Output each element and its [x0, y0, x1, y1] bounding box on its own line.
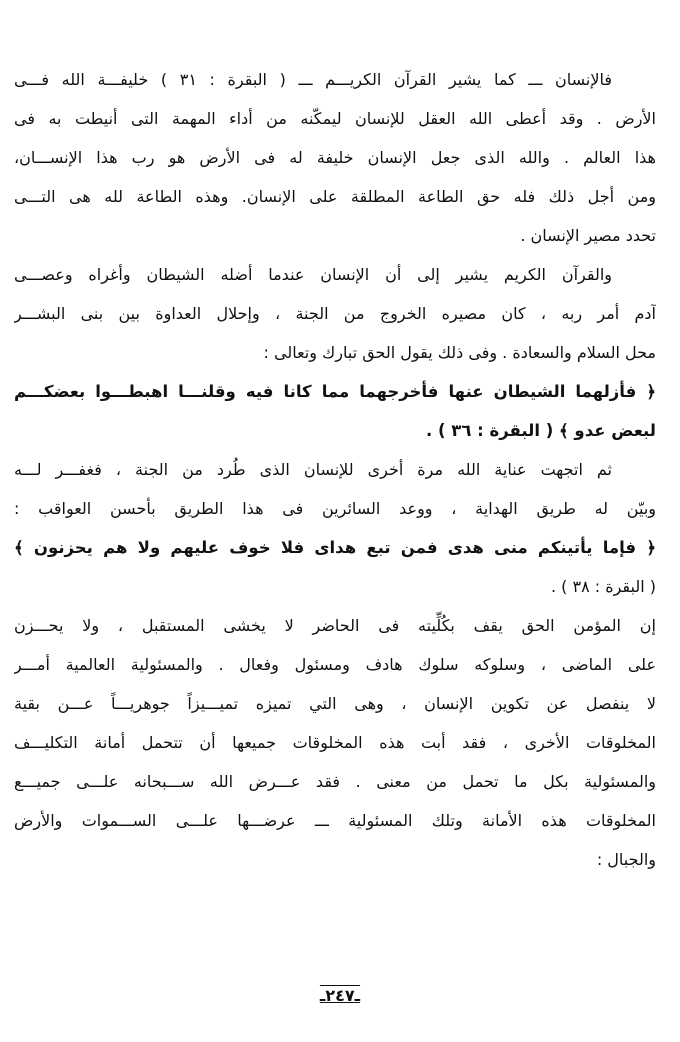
text-line: ثم اتجهت عناية الله مرة أخرى للإنسان الذى طُرد من الجنة ، فغفـــر لـــه	[14, 460, 612, 479]
text-line: هذا العالم . والله الذى جعل الإنسان خليفة له فى الأرض هو رب هذا الإنســـان،	[14, 148, 656, 167]
text-line: والجبال :	[596, 850, 656, 869]
text-line: فالإنسان ـــ كما يشير القرآن الكريـــم ـــ ( البقرة : ٣١ ) خليفـــة الله فـــى	[14, 70, 613, 89]
text-line: المخلوقات الأخرى ، فقد أبت هذه المخلوقات جميعها أن تتحمل أمانة التكليـــف	[14, 733, 656, 752]
text-line: ومن أجل ذلك فله حق الطاعة المطلقة على الإنسان. وهذه الطاعة لله هى التـــى	[14, 187, 656, 206]
text-line: والقرآن الكريم يشير إلى أن الإنسان عندما أضله الشيطان وأغراه وعصـــى	[14, 265, 612, 284]
text-line: والمسئولية بكل ما تحمل من معنى . فقد عـــرض الله ســـبحانه علـــى جميـــع	[14, 772, 656, 791]
text-line: محل السلام والسعادة . وفى ذلك يقول الحق تبارك وتعالى :	[263, 343, 656, 362]
text-line: إن المؤمن الحق يقف بكُلِّيته فى الحاضر لا يخشى المستقبل ، ولا يحـــزن	[14, 616, 656, 635]
text-line: الأرض . وقد أعطى الله العقل للإنسان ليمكّنه من أداء المهمة التى أنيطت به فى	[14, 109, 656, 128]
text-line: تحدد مصير الإنسان .	[520, 226, 656, 245]
quran-verse-line: لبعض عدو ﴾ ( البقرة : ٣٦ ) .	[425, 421, 656, 440]
text-line: وبيّن له طريق الهداية ، ووعد السائرين فى هذا الطريق بأحسن العواقب :	[14, 499, 656, 518]
page-footer	[0, 986, 680, 1005]
quran-verse-line: ﴿ فأزلهما الشيطان عنها فأخرجهما مما كانا فيه وقلنـــا اهبطـــوا بعضكـــم	[14, 382, 656, 401]
verse-reference: ( البقرة : ٣٨ ) .	[550, 577, 656, 596]
quran-verse-line: ﴿ فإما يأتينكم منى هدى فمن تبع هداى فلا خوف عليهم ولا هم يحزنون ﴾	[14, 538, 656, 557]
text-line: آدم أمر ربه ، كان مصيره الخروج من الجنة ، وإحلال العداوة بين بنى البشـــر	[14, 304, 656, 323]
text-line: المخلوقات هذه الأمانة وتلك المسئولية ـــ عرضـــها علـــى الســـموات والأرض	[14, 811, 656, 830]
text-line: على الماضى ، وسلوكه سلوك هادف ومسئول وفعال . والمسئولية العالمية أمـــر	[14, 655, 656, 674]
page-number: ـ٢٤٧ـ	[319, 986, 361, 1005]
document-body	[14, 60, 656, 879]
text-line: لا ينفصل عن تكوين الإنسان ، وهى التي تميزه تميـــيزاً جوهريـــاً عـــن بقية	[14, 694, 656, 713]
